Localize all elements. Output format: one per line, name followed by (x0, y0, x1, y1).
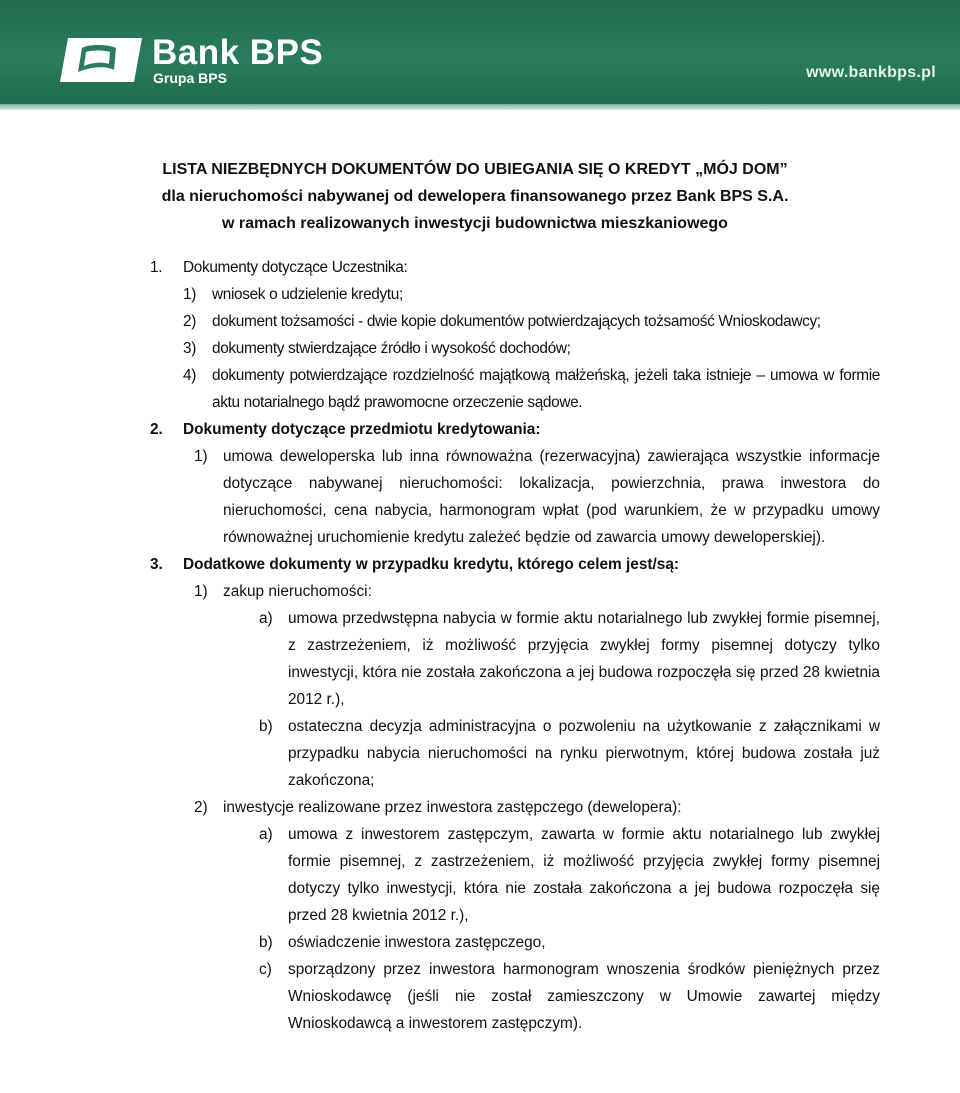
document-title (0, 156, 960, 237)
brand-subtitle: Grupa BPS (153, 70, 227, 86)
item-number: 1) (183, 286, 196, 303)
subitem-letter: a) (259, 826, 273, 843)
list-item (194, 578, 960, 605)
subitem-letter: b) (259, 934, 273, 951)
list-item (194, 794, 960, 821)
section-3-heading (150, 551, 960, 578)
subitem-text: umowa przedwstępna nabycia w formie aktu notarialnego lub zwykłej formie pisemnej, z zastrzeżeniem, iż możliwość przyjęcia zwykłej formy pisemnej dotyczy tylko inwestycji, która nie została zakończona a jej budowa rozpoczęła się przed 28 kwietnia 2012 r.), (288, 610, 880, 708)
bps-logo-icon (58, 34, 144, 86)
item-number: 2) (194, 799, 208, 816)
header-banner (0, 0, 960, 108)
item-number: 2) (183, 313, 196, 330)
section-title: Dodatkowe dokumenty w przypadku kredytu, którego celem jest/są: (183, 556, 680, 573)
list-item (183, 335, 960, 362)
item-text: wniosek o udzielenie kredytu; (212, 286, 403, 303)
title-line-1: LISTA NIEZBĘDNYCH DOKUMENTÓW DO UBIEGANIA SIĘ O KREDYT „MÓJ DOM” (162, 161, 788, 178)
section-number: 1. (150, 259, 163, 276)
list-item (183, 362, 880, 416)
sub-list-item (259, 956, 880, 1037)
brand-name: Bank BPS (152, 33, 324, 72)
subitem-text: sporządzony przez inwestora harmonogram wnoszenia środków pieniężnych przez Wnioskodawcę (jeśli nie został zamieszczony w Umowie zawartej między Wnioskodawcą a inwestorem zastępczym). (288, 961, 880, 1032)
subitem-text: ostateczna decyzja administracyjna o pozwoleniu na użytkowanie z załącznikami w przypadku nabycia nieruchomości na rynku pierwotnym, której budowa została już zakończona; (288, 718, 880, 789)
subitem-text: umowa z inwestorem zastępczym, zawarta w formie aktu notarialnego lub zwykłej formie pisemnej, z zastrzeżeniem, iż możliwość przyjęcia zwykłej formy pisemnej dotyczy tylko inwestycji, która nie została zakończona a jej budowa rozpoczęła się przed 28 kwietnia 2012 r.), (288, 826, 880, 924)
list-item (183, 281, 960, 308)
subitem-letter: c) (259, 961, 272, 978)
item-number: 4) (183, 367, 196, 384)
banner-divider (0, 104, 960, 110)
sub-list-item (259, 713, 880, 794)
document-body (0, 254, 960, 1037)
subitem-letter: b) (259, 718, 273, 735)
list-item (183, 308, 880, 335)
item-text: umowa deweloperska lub inna równoważna (rezerwacyjna) zawierająca wszystkie informacje dotyczące nabywanej nieruchomości: lokalizacja, powierzchnia, prawa inwestora do nieruchomości, cena nabycia, harmonogram wpłat (pod warunkiem, że w przypadku umowy równoważnej uruchomienie kredytu zależeć będzie od zawarcia umowy deweloperskiej). (223, 448, 880, 546)
sub-list-item (259, 605, 880, 713)
sub-list-item (259, 821, 880, 929)
brand-url: www.bankbps.pl (806, 64, 936, 81)
list-item (194, 443, 880, 551)
section-number: 2. (150, 421, 163, 438)
section-title: Dokumenty dotyczące Uczestnika: (183, 259, 408, 276)
title-line-2: dla nieruchomości nabywanej od dewelopera finansowanego przez Bank BPS S.A. (161, 188, 789, 205)
item-number: 1) (194, 448, 208, 465)
item-text: inwestycje realizowane przez inwestora zastępczego (dewelopera): (223, 799, 682, 816)
subitem-letter: a) (259, 610, 273, 627)
subitem-text: oświadczenie inwestora zastępczego, (288, 934, 546, 951)
item-text: zakup nieruchomości: (223, 583, 372, 600)
item-text: dokument tożsamości - dwie kopie dokumentów potwierdzających tożsamość Wnioskodawcy; (212, 313, 821, 330)
section-2-heading (150, 416, 960, 443)
item-text: dokumenty potwierdzające rozdzielność majątkową małżeńską, jeżeli taka istnieje – umowa w formie aktu notarialnego bądź prawomocne orzeczenie sądowe. (212, 367, 880, 411)
section-1-heading (150, 254, 960, 281)
section-number: 3. (150, 556, 163, 573)
sub-list-item (259, 929, 880, 956)
item-text: dokumenty stwierdzające źródło i wysokość dochodów; (212, 340, 571, 357)
item-number: 3) (183, 340, 196, 357)
title-line-3: w ramach realizowanych inwestycji budownictwa mieszkaniowego (222, 215, 728, 232)
section-title: Dokumenty dotyczące przedmiotu kredytowania: (183, 421, 541, 438)
item-number: 1) (194, 583, 208, 600)
